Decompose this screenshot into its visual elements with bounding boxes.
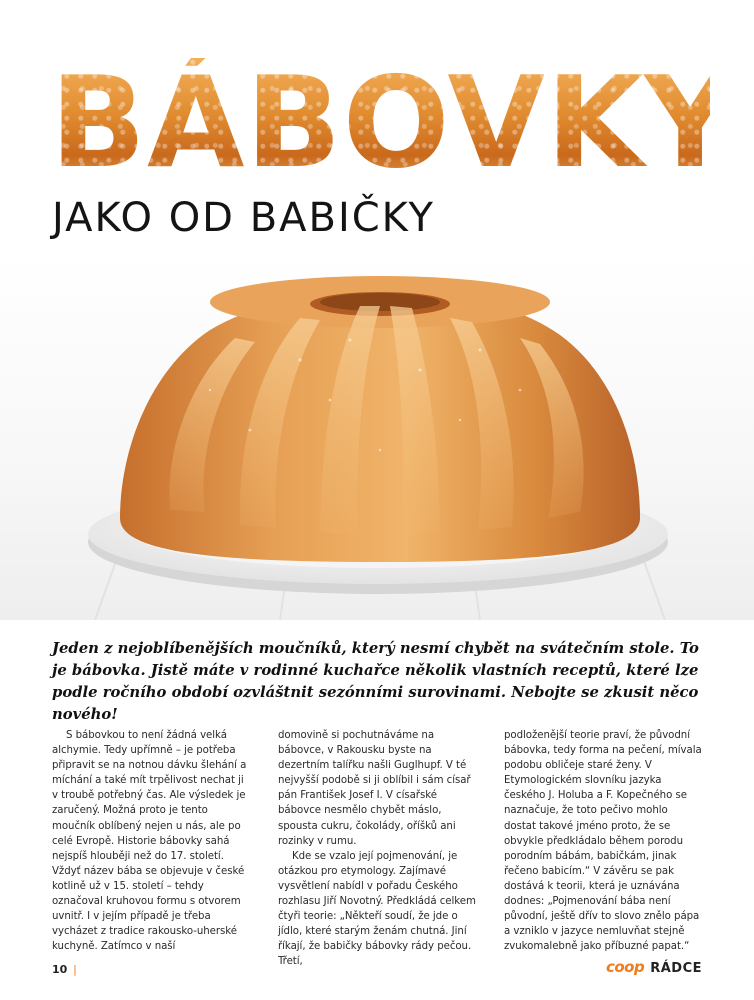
paragraph: domovině si pochutnáváme na bábovce, v Rakousku byste na dezertním talířku našli Guglhupf. V té nejvyšší podobě si ji oblíbil i sám císař pán František Josef I. V císařské bábovce nesmělo chybět máslo, spousta cukru, čokolády, oříšků ani rozinky v rumu.	[278, 730, 471, 847]
paragraph: S bábovkou to není žádná velká alchymie. Tedy upřímně – je potřeba připravit se na notnou dávku šlehání a míchání a také mít trpělivost nechat ji v troubě potřebný čas. Ale výsledek je zaručený. Možná proto je tento moučník oblíbený nejen u nás, ale po celé Evropě. Historie bábovky sahá nejspíš hlouběji než do 17. století. Vždyť název bába se objevuje v české kotlině už v 15. století – tehdy označoval kruhovou formu s otvorem uvnitř. I v jejím případě je třeba vycházet z tradice rakousko-uherské kuchyně. Zatímco v naší	[52, 730, 247, 953]
subheadline: JAKO OD BABIČKY	[52, 195, 435, 241]
bundt-cake-photo	[0, 250, 754, 620]
article-column-1	[52, 728, 250, 953]
coop-logo: coop	[605, 958, 645, 976]
brand	[606, 958, 702, 976]
article-column-2	[278, 728, 476, 968]
page-number-value: 10	[52, 963, 68, 976]
headline: BÁBOVKY	[50, 49, 737, 196]
article-column-3	[504, 728, 702, 953]
paragraph: Kde se vzalo její pojmenování, je otázkou pro etymology. Zajímavé vysvětlení nabídl v pořadu Českého rozhlasu Jiří Novotný. Předkládá celkem čtyři teorie: „Někteří soudí, že jde o jídlo, které starým ženám chutná. Jiní říkají, že babičky bábovky rády pečou. Třetí,	[278, 850, 476, 968]
page-number-separator: |	[73, 963, 77, 976]
paragraph: podloženější teorie praví, že původní bábovka, tedy forma na pečení, mívala podobu obličeje staré ženy. V Etymologickém slovníku jazyka českého J. Holuba a F. Kopečného se naznačuje, že toto pečivo mohlo dostat takové jméno proto, že se obvykle předkládalo během porodu porodním bábám, babičkám, jinak řečeno babicím.“ V závěru se pak dostává k teorii, která je uznávána dodnes: „Pojmenování bába není původní, ještě dřív to slovo znělo pápa a vzniklo v jazyce nemluvňat stejně zvukomalebně jako příbuzné papat.“	[504, 730, 702, 953]
lead-paragraph: Jeden z nejoblíbenějších moučníků, který nesmí chybět na svátečním stole. To je bábovka. Jistě máte v rodinné kuchařce několik vlastních receptů, které lze podle ročního období ozvláštnit sezónními surovinami. Nebojte se zkusit něco nového!	[52, 640, 699, 723]
page-number	[52, 963, 77, 976]
magazine-name: RÁDCE	[650, 961, 702, 976]
